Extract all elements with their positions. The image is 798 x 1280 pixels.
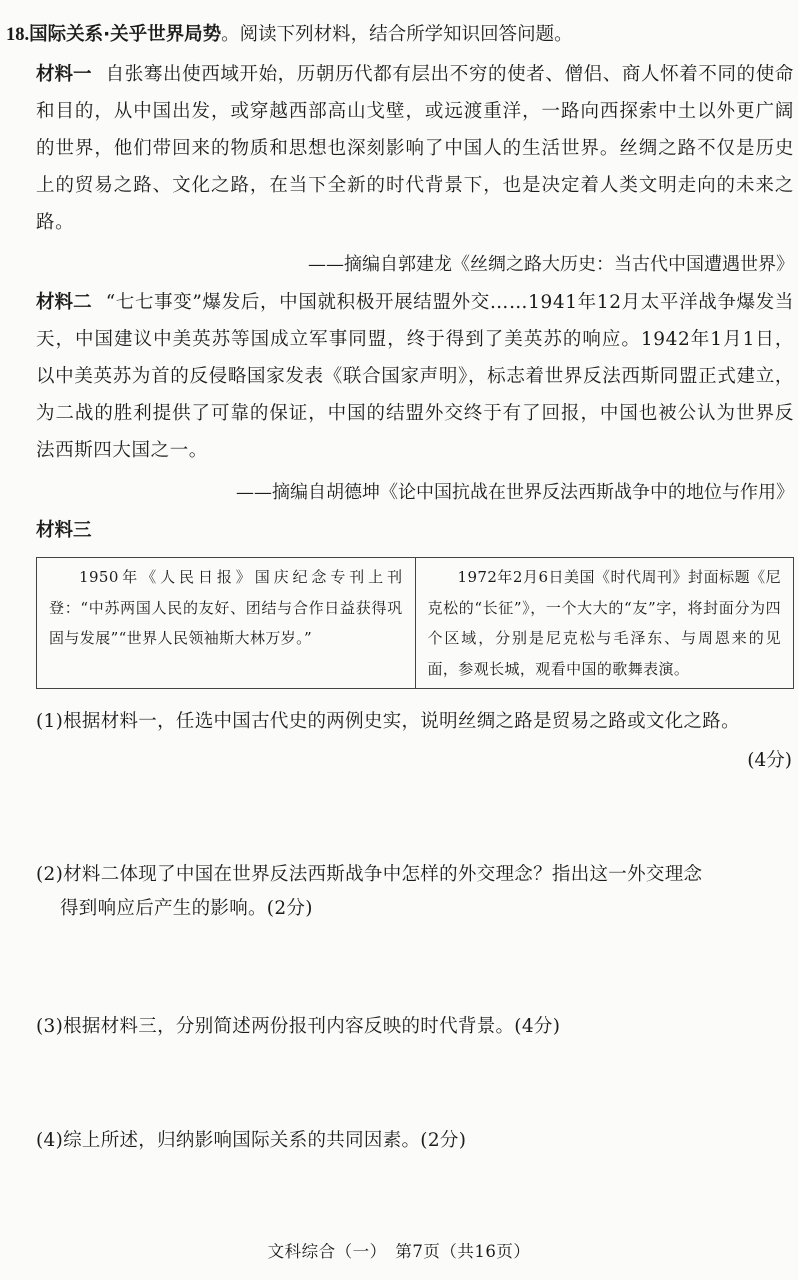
material-three-right-cell	[415, 558, 794, 689]
question-3-text: (3)根据材料三，分别简述两份报刊内容反映的时代背景。(4分)	[36, 1016, 561, 1037]
page-footer: 文科综合（一） 第7页（共16页）	[267, 1242, 531, 1261]
material-two-text: “七七事变”爆发后，中国就积极开展结盟外交……1941年12月太平洋战争爆发当天，中国建议中美英苏等国成立军事同盟，终于得到了美英苏的响应。1942年1月1日，以中美英苏为首的反侵略国家发表《联合国家声明》，标志着世界反法西斯同盟正式建立，为二战的胜利提供了可靠的保证，中国的结盟外交终于有了回报，中国也被公认为世界反法西斯四大国之一。	[36, 292, 794, 461]
material-one-label: 材料一	[36, 64, 92, 85]
question-2-text-line1: (2)材料二体现了中国在世界反法西斯战争中怎样的外交理念？指出这一外交理念	[36, 864, 703, 885]
material-two-label: 材料二	[36, 292, 92, 313]
material-two	[36, 284, 794, 469]
question-2-text-line2: 得到响应后产生的影响。(2分)	[60, 898, 313, 919]
question-instruction: 。阅读下列材料，结合所学知识回答问题。	[221, 24, 573, 45]
material-three-right-text: 1972年2月6日美国《时代周刊》封面标题《尼克松的“长征”》，一个大大的“友”字，将封面分为四个区域，分别是尼克松与毛泽东、与周恩来的见面，参观长城，观看中国的歌舞表演。	[427, 568, 781, 678]
question-1-text: (1)根据材料一，任选中国古代史的两例史实，说明丝绸之路是贸易之路或文化之路。	[36, 711, 740, 732]
material-two-source: ——摘编自胡德坤《论中国抗战在世界反法西斯战争中的地位与作用》	[236, 482, 794, 503]
question-topic: 国际关系·关乎世界局势	[29, 24, 222, 45]
question-number: 18.	[6, 25, 30, 45]
material-three-table	[36, 557, 794, 689]
question-1-score: (4分)	[747, 750, 792, 771]
material-three-left-text: 1950年《人民日报》国庆纪念专刊上刊登：“中苏两国人民的友好、团结与合作日益获得巩固与发展”“世界人民领袖斯大林万岁。”	[49, 568, 403, 647]
question-4-text: (4)综上所述，归纳影响国际关系的共同因素。(2分)	[36, 1130, 467, 1151]
question-header	[6, 20, 792, 50]
question-1	[36, 705, 796, 739]
material-one-text: 自张骞出使西域开始，历朝历代都有层出不穷的使者、僧侣、商人怀着不同的使命和目的，从中国出发，或穿越西部高山戈壁，或远渡重洋，一路向西探索中土以外更广阔的世界，他们带回来的物质和思想也深刻影响了中国人的生活世界。丝绸之路不仅是历史上的贸易之路、文化之路，在当下全新的时代背景下，也是决定着人类文明走向的未来之路。	[36, 64, 794, 233]
material-three-left-cell	[37, 558, 416, 689]
material-three-label: 材料三	[36, 520, 92, 541]
material-one	[36, 56, 794, 241]
material-one-source: ——摘编自郭建龙《丝绸之路大历史：当古代中国遭遇世界》	[308, 254, 794, 275]
question-3	[36, 1010, 796, 1044]
question-2	[36, 858, 796, 926]
question-4	[36, 1124, 796, 1158]
